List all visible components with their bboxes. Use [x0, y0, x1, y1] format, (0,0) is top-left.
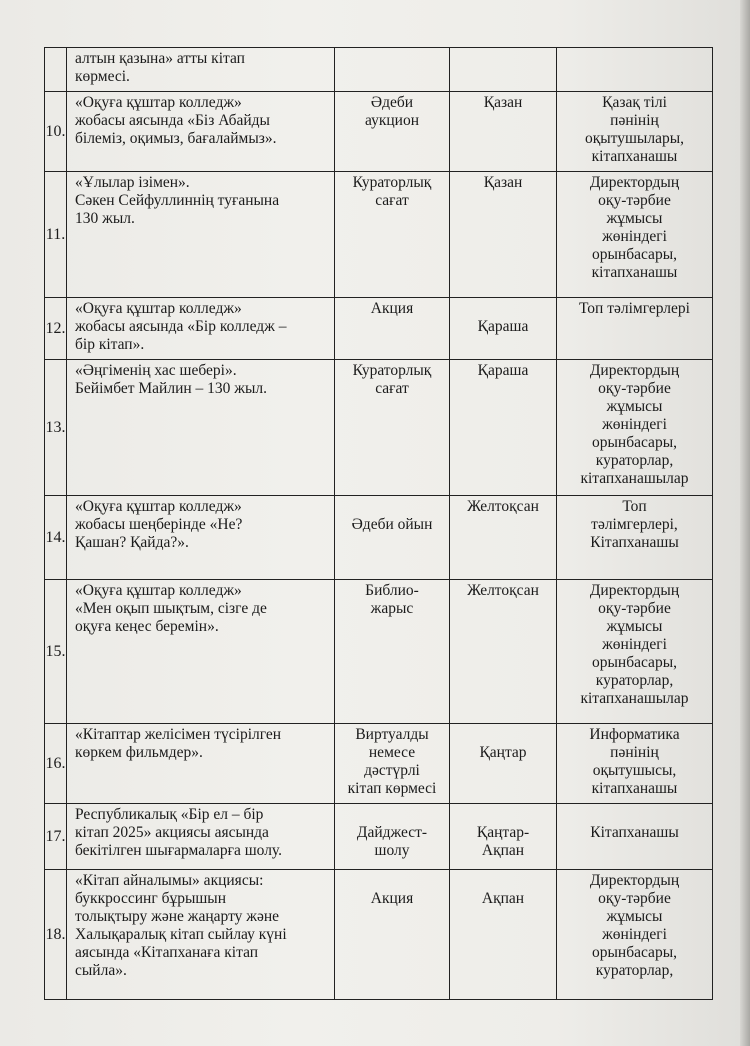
- page-edge: [740, 0, 750, 1046]
- responsible-cell: Директордың оқу-тәрбие жұмысы жөніндегі орынбасары, кітапханашы: [557, 172, 713, 298]
- row-number: 11.: [45, 172, 67, 298]
- row-number: 13.: [45, 360, 67, 496]
- row-number: 16.: [45, 724, 67, 804]
- table-row: [45, 48, 713, 92]
- row-number: 18.: [45, 870, 67, 1000]
- event-cell: «Оқуға құштар колледж» жобасы аясында «Біз Абайды білеміз, оқимыз, бағалаймыз».: [67, 92, 335, 172]
- event-cell: «Әңгіменің хас шебері». Бейімбет Майлин – 130 жыл.: [67, 360, 335, 496]
- date-cell: Ақпан: [450, 870, 557, 1000]
- date-cell: Қараша: [450, 360, 557, 496]
- event-cell: алтын қазына» атты кітап көрмесі.: [67, 48, 335, 92]
- date-cell: Желтоқсан: [450, 580, 557, 724]
- responsible-cell: Директордың оқу-тәрбие жұмысы жөніндегі орынбасары, кураторлар, кітапханашылар: [557, 360, 713, 496]
- form-cell: Акция: [335, 298, 450, 360]
- table-row: [45, 92, 713, 172]
- event-cell: «Ұлылар ізімен». Сәкен Сейфуллиннің туғанына 130 жыл.: [67, 172, 335, 298]
- responsible-cell: [557, 48, 713, 92]
- form-cell: Әдеби аукцион: [335, 92, 450, 172]
- date-cell: Желтоқсан: [450, 496, 557, 580]
- event-cell: Республикалық «Бір ел – бір кітап 2025» акциясы аясында бекітілген шығармаларға шолу.: [67, 804, 335, 870]
- form-cell: Библио- жарыс: [335, 580, 450, 724]
- date-cell: Қараша: [450, 298, 557, 360]
- form-cell: Дайджест- шолу: [335, 804, 450, 870]
- responsible-cell: Директордың оқу-тәрбие жұмысы жөніндегі орынбасары, кураторлар,: [557, 870, 713, 1000]
- event-cell: «Оқуға құштар колледж» жобасы шеңберінде «Не? Қашан? Қайда?».: [67, 496, 335, 580]
- event-cell: «Оқуға құштар колледж» жобасы аясында «Бір колледж – бір кітап».: [67, 298, 335, 360]
- responsible-cell: Топ тәлімгерлері, Кітапханашы: [557, 496, 713, 580]
- event-cell: «Кітап айналымы» акциясы: буккроссинг бұрышын толықтыру және жаңарту және Халықаралық кітап сыйлау күні аясында «Кітапханаға кітап сыйла».: [67, 870, 335, 1000]
- table-row: [45, 580, 713, 724]
- row-number: 10.: [45, 92, 67, 172]
- row-number: 12.: [45, 298, 67, 360]
- form-cell: Акция: [335, 870, 450, 1000]
- plan-table: [44, 47, 713, 1000]
- responsible-cell: Информатика пәнінің оқытушысы, кітапханашы: [557, 724, 713, 804]
- responsible-cell: Топ тәлімгерлері: [557, 298, 713, 360]
- table-row: [45, 172, 713, 298]
- date-cell: Қаңтар- Ақпан: [450, 804, 557, 870]
- form-cell: Кураторлық сағат: [335, 172, 450, 298]
- form-cell: Виртуалды немесе дәстүрлі кітап көрмесі: [335, 724, 450, 804]
- date-cell: Қазан: [450, 172, 557, 298]
- form-cell: Әдеби ойын: [335, 496, 450, 580]
- row-number: [45, 48, 67, 92]
- row-number: 15.: [45, 580, 67, 724]
- responsible-cell: Қазақ тілі пәнінің оқытушылары, кітапханашы: [557, 92, 713, 172]
- table-row: [45, 804, 713, 870]
- table-row: [45, 870, 713, 1000]
- row-number: 14.: [45, 496, 67, 580]
- event-cell: «Кітаптар желісімен түсірілген көркем фильмдер».: [67, 724, 335, 804]
- responsible-cell: Директордың оқу-тәрбие жұмысы жөніндегі орынбасары, кураторлар, кітапханашылар: [557, 580, 713, 724]
- date-cell: Қаңтар: [450, 724, 557, 804]
- table-row: [45, 298, 713, 360]
- form-cell: Кураторлық сағат: [335, 360, 450, 496]
- date-cell: Қазан: [450, 92, 557, 172]
- table-row: [45, 360, 713, 496]
- form-cell: [335, 48, 450, 92]
- table-row: [45, 724, 713, 804]
- date-cell: [450, 48, 557, 92]
- row-number: 17.: [45, 804, 67, 870]
- table-row: [45, 496, 713, 580]
- event-cell: «Оқуға құштар колледж» «Мен оқып шықтым, сізге де оқуға кеңес беремін».: [67, 580, 335, 724]
- responsible-cell: Кітапханашы: [557, 804, 713, 870]
